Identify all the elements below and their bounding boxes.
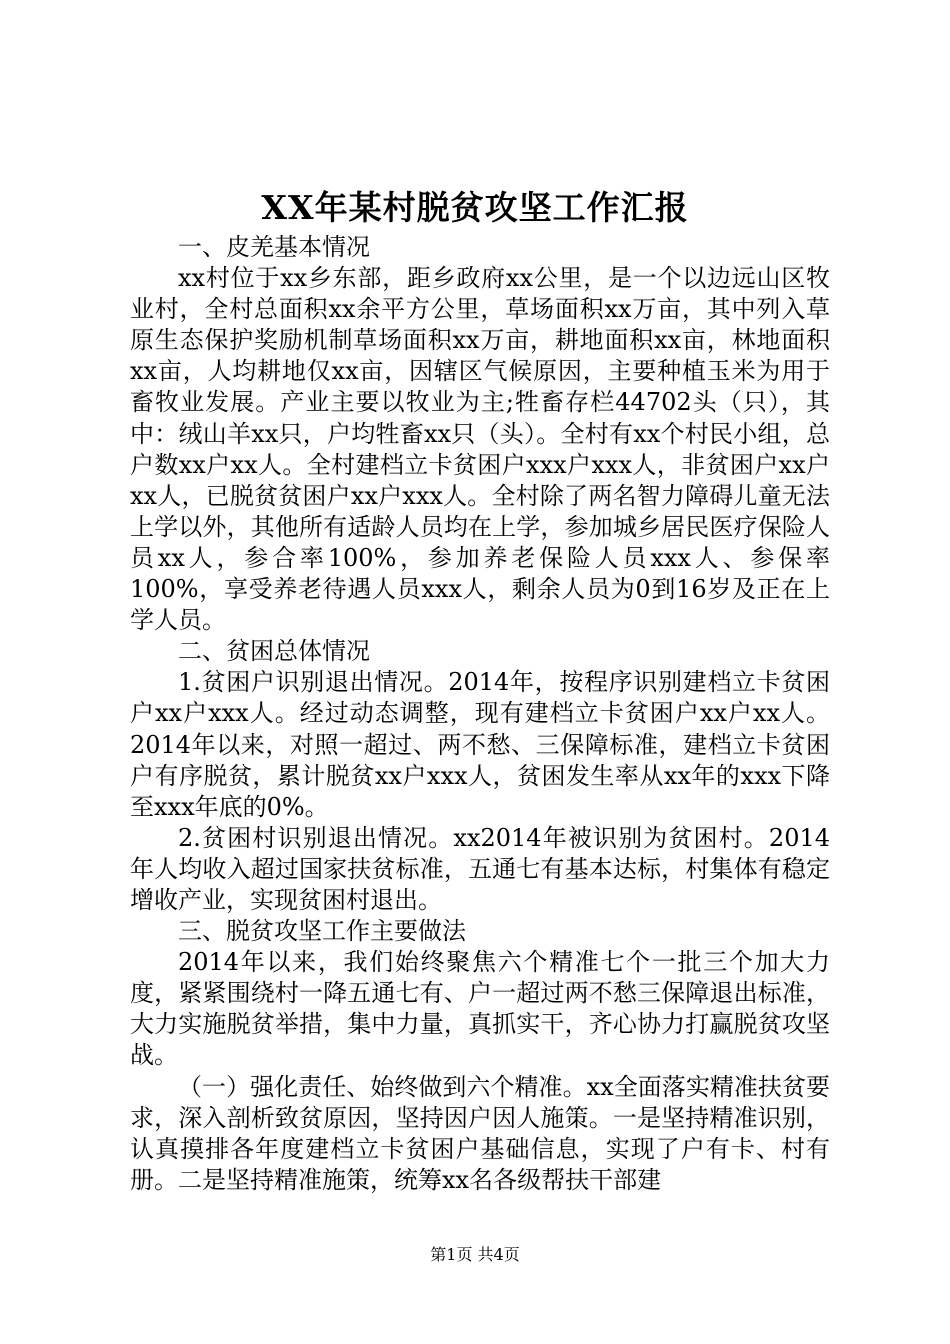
document-title: XX年某村脱贫攻坚工作汇报 <box>261 188 689 227</box>
body-paragraph: 1.贫困户识别退出情况。2014年，按程序识别建档立卡贫困户xx户xxx人。经过动态调整，现有建档立卡贫困户xx户xx人。2014年以来，对照一超过、两不愁、三保障标准，建档立卡贫困户有序脱贫，累计脱贫xx户xxx人，贫困发生率从xx年的xxx下降至xxx年底的0%。 <box>130 668 830 821</box>
body-paragraph: 2014年以来，我们始终聚焦六个精准七个一批三个加大力度，紧紧围绕村一降五通七有、户一超过两不愁三保障退出标准，大力实施脱贫举措，集中力量，真抓实干，齐心协力打赢脱贫攻坚战。 <box>130 948 830 1070</box>
body-paragraph: （一）强化责任、始终做到六个精准。xx全面落实精准扶贫要求，深入剖析致贫原因，坚持因户因人施策。一是坚持精准识别，认真摸排各年度建档立卡贫困户基础信息，实现了户有卡、村有册。二是坚持精准施策，统筹xx名各级帮扶干部建 <box>130 1072 830 1194</box>
section-heading: 二、贫困总体情况 <box>178 637 370 666</box>
section-heading: 一、皮羌基本情况 <box>178 233 370 261</box>
body-paragraph: 2.贫困村识别退出情况。xx2014年被识别为贫困村。2014年人均收入超过国家扶贫标准，五通七有基本达标，村集体有稳定增收产业，实现贫困村退出。 <box>130 823 830 914</box>
section-heading: 三、脱贫攻坚工作主要做法 <box>178 917 466 946</box>
document-body <box>130 232 830 1196</box>
body-paragraph: xx村位于xx乡东部，距乡政府xx公里，是一个以边远山区牧业村，全村总面积xx余平方公里，草场面积xx万亩，其中列入草原生态保护奖励机制草场面积xx万亩，耕地面积xx亩，林地面积xx亩，人均耕地仅xx亩，因辖区气候原因，主要种植玉米为用于畜牧业发展。产业主要以牧业为主;牲畜存栏44702头（只），其中：绒山羊xx只，户均牲畜xx只（头）。全村有xx个村民小组，总户数xx户xx人。全村建档立卡贫困户xxx户xxx人，非贫困户xx户xx人，已脱贫贫困户xx户xxx人。全村除了两名智力障碍儿童无法上学以外，其他所有适龄人员均在上学，参加城乡居民医疗保险人员xx人，参合率100%，参加养老保险人员xxx人、参保率100%，享受养老待遇人员xxx人，剩余人员为0到16岁及正在上学人员。 <box>130 264 830 635</box>
page-number: 第1页 共4页 <box>430 1245 520 1264</box>
